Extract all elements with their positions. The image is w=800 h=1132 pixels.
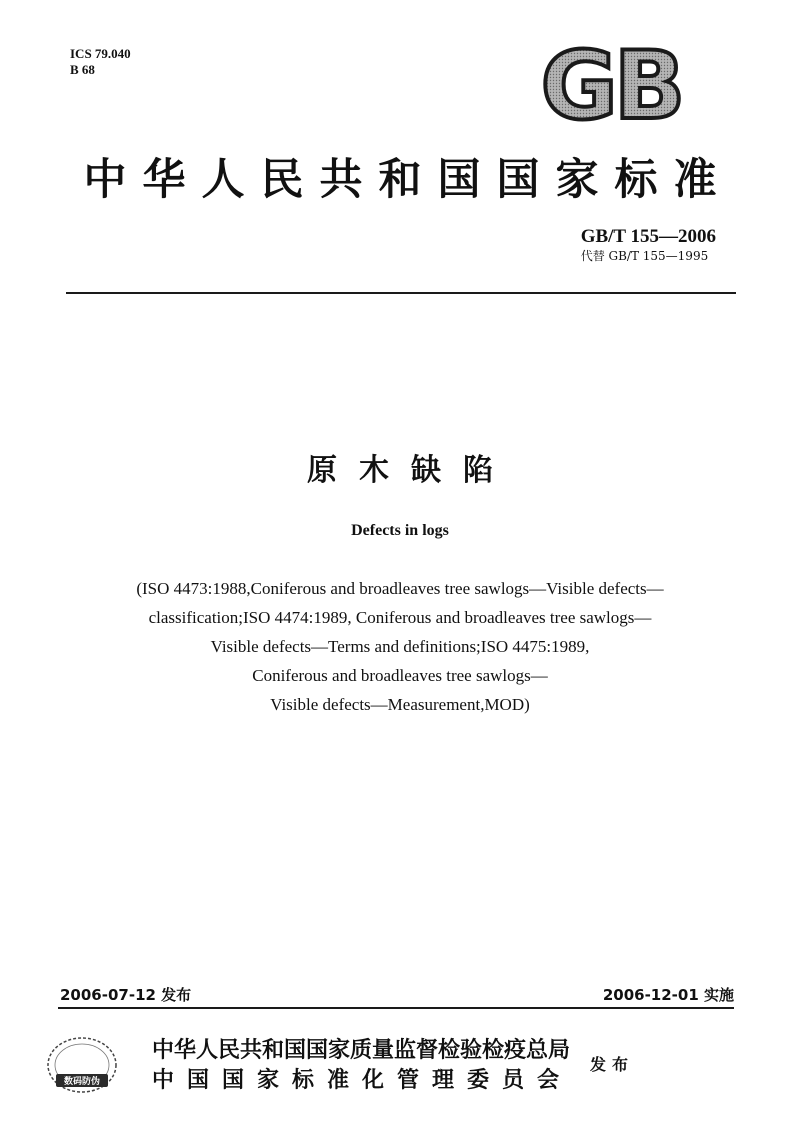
standard-number-block [581,226,716,264]
document-title: 原木缺陷 [307,453,515,488]
stamp-text: 数码防伪 [63,1077,101,1087]
issue-verb: 发布 [590,1055,635,1074]
issuing-bodies [152,1036,572,1096]
implementation-date: 2006-12-01 实施 [602,986,734,1004]
iso-line: (ISO 4473:1988,Coniferous and broadleaves tree sawlogs—Visible defects— [136,579,664,598]
national-standard-title: 中华人民共和国国家标准 [83,155,733,205]
iso-equivalence [60,574,740,719]
top-divider [66,292,736,294]
gb-logo-text: GB [540,40,682,124]
ccs-code: B 68 [70,62,95,77]
gb-logo [525,40,697,124]
bottom-divider [58,1007,734,1009]
ics-code: ICS 79.040 [70,46,131,61]
iso-line: Visible defects—Terms and definitions;ISO 4475:1989, [210,637,590,656]
document-title-english: Defects in logs [351,522,449,539]
standard-number: GB/T 155—2006 [580,226,716,247]
classification-codes [70,46,131,78]
iso-line: Visible defects—Measurement,MOD) [270,695,530,714]
issuer-aqsiq: 中华人民共和国国家质量监督检验检疫总局 [152,1038,571,1063]
issue-date: 2006-07-12 发布 [60,986,192,1004]
anti-counterfeit-stamp [44,1034,120,1096]
replaces-standard: 代替 GB/T 155—1995 [580,249,709,263]
issuer-sac: 中国国家标准化管理委员会 [152,1068,573,1093]
iso-line: classification;ISO 4474:1989, Coniferous and broadleaves tree sawlogs— [148,608,652,627]
iso-line: Coniferous and broadleaves tree sawlogs— [252,666,548,685]
